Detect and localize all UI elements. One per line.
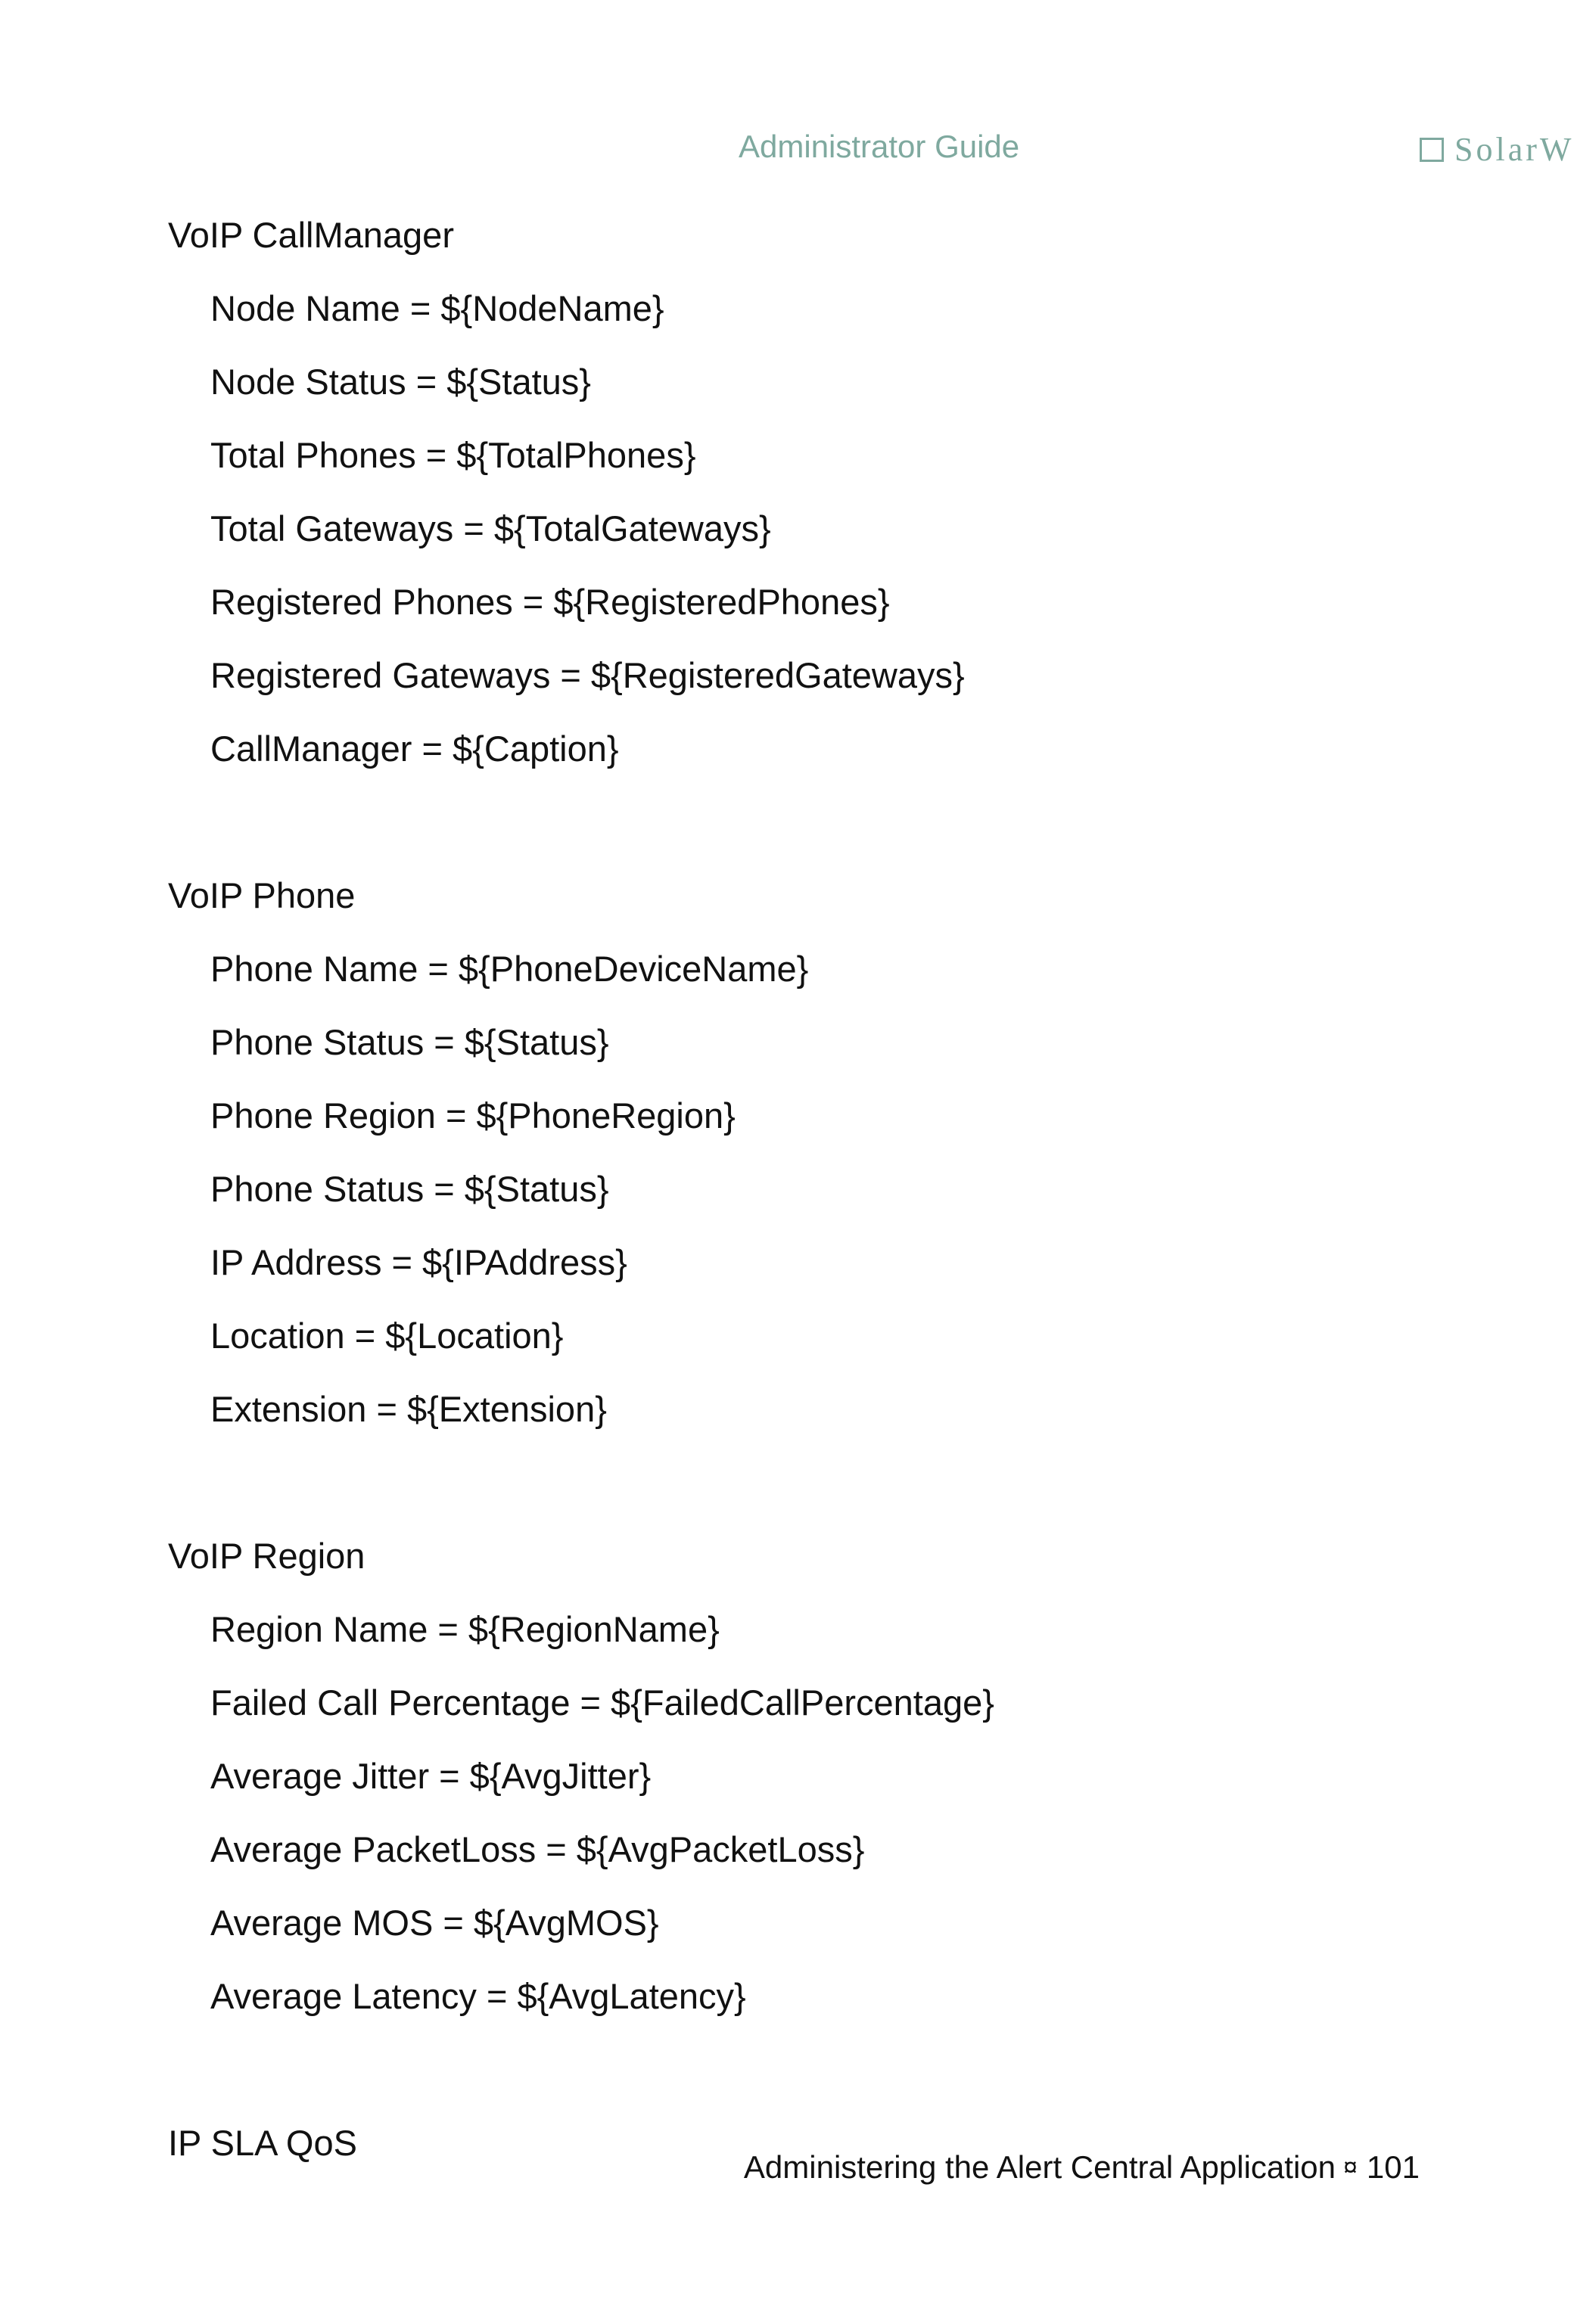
section-voip-callmanager — [168, 198, 1550, 785]
document-body — [168, 198, 1550, 2180]
list-item: Node Name = ${NodeName} — [210, 288, 664, 328]
solarwinds-logo — [1420, 130, 1574, 169]
list-item: Average Jitter = ${AvgJitter} — [210, 1756, 652, 1796]
list-item: Total Phones = ${TotalPhones} — [210, 435, 696, 475]
document-header-title: Administrator Guide — [739, 129, 1020, 164]
page-number: 101 — [1366, 2149, 1420, 2185]
list-item: Phone Region = ${PhoneRegion} — [210, 1095, 736, 1136]
list-item: Phone Status = ${Status} — [210, 1169, 609, 1209]
footer-chapter-title: Administering the Alert Central Application — [743, 2149, 1336, 2185]
list-item: Average Latency = ${AvgLatency} — [210, 1976, 746, 2016]
section-heading: VoIP Region — [168, 1536, 366, 1576]
logo-text: SolarW — [1454, 131, 1574, 168]
section-voip-region — [168, 1519, 1550, 2033]
section-spacer — [168, 785, 1550, 859]
list-item: CallManager = ${Caption} — [210, 729, 619, 769]
list-item: Region Name = ${RegionName} — [210, 1609, 720, 1649]
section-voip-phone — [168, 859, 1550, 1446]
footer-separator-icon: ¤ — [1343, 2152, 1358, 2182]
list-item: Total Gateways = ${TotalGateways} — [210, 508, 771, 548]
section-heading: IP SLA QoS — [168, 2123, 357, 2163]
list-item: Registered Phones = ${RegisteredPhones} — [210, 582, 890, 622]
list-item: Average MOS = ${AvgMOS} — [210, 1903, 659, 1943]
logo-box-icon — [1420, 138, 1444, 162]
list-item: Average PacketLoss = ${AvgPacketLoss} — [210, 1829, 865, 1869]
list-item: Failed Call Percentage = ${FailedCallPercentage} — [210, 1682, 994, 1723]
list-item: Registered Gateways = ${RegisteredGateways} — [210, 655, 965, 695]
section-spacer — [168, 1446, 1550, 1519]
section-heading: VoIP Phone — [168, 875, 356, 915]
page-footer — [744, 2149, 1420, 2186]
list-item: Location = ${Location} — [210, 1316, 564, 1356]
list-item: Node Status = ${Status} — [210, 362, 592, 402]
list-item: IP Address = ${IPAddress} — [210, 1242, 627, 1282]
section-spacer — [168, 2033, 1550, 2106]
section-heading: VoIP CallManager — [168, 215, 454, 255]
list-item: Phone Name = ${PhoneDeviceName} — [210, 949, 809, 989]
list-item: Phone Status = ${Status} — [210, 1022, 609, 1062]
list-item: Extension = ${Extension} — [210, 1389, 607, 1429]
